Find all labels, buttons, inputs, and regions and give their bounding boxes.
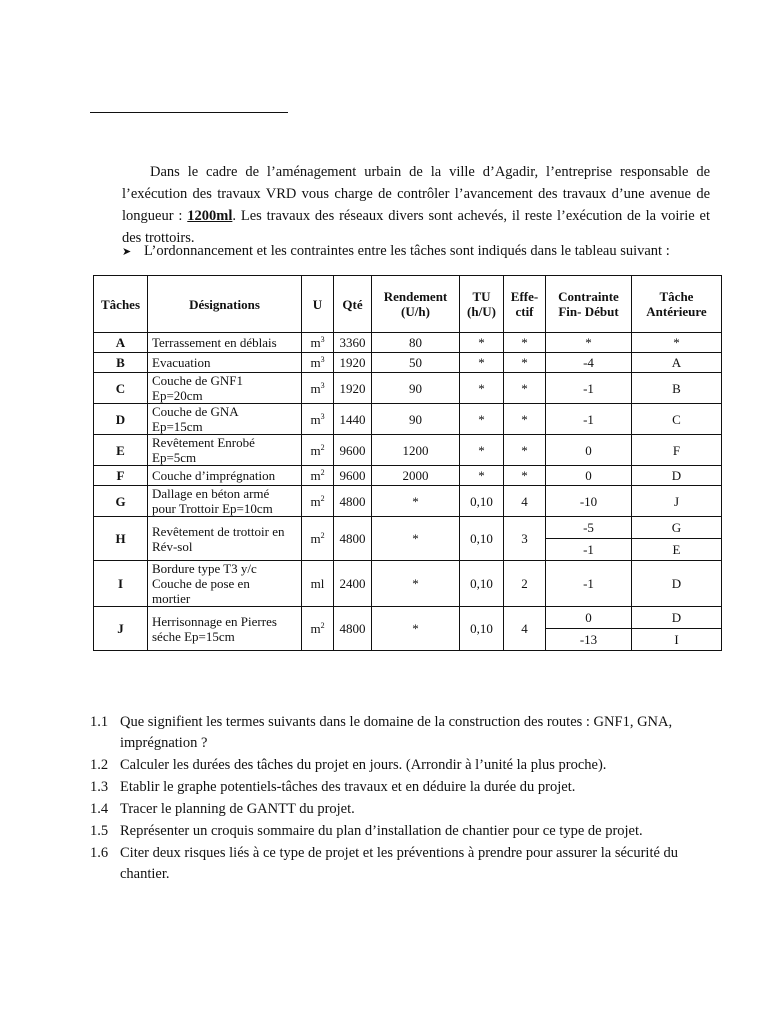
task-contrainte: -4 [546,353,632,373]
unit-base: m [310,531,321,546]
task-quantity: 9600 [334,466,372,486]
task-quantity: 4800 [334,486,372,517]
task-anterieure: D [632,561,722,607]
avenue-length: 1200ml [187,208,233,224]
task-code: A [94,333,148,353]
task-contrainte: -1 [546,561,632,607]
question-text: Tracer le planning de GANTT du projet. [120,801,355,817]
unit-base: m [310,493,321,509]
task-code: I [94,561,148,607]
unit-base: ml [310,576,325,591]
task-code: J [94,607,148,651]
task-anterieure: A [632,353,722,373]
unit-base: m [310,335,321,350]
header-designation: Désignations [148,276,302,333]
unit-exponent: 2 [320,468,325,477]
designation-line: Couche de pose en [152,576,250,591]
designation-line: Couche de GNA [152,404,239,419]
task-tu: 0,10 [460,486,504,517]
task-designation [148,561,302,607]
task-code: F [94,466,148,486]
task-rendement: * [372,561,460,607]
unit-exponent: 3 [320,355,325,364]
task-quantity: 1920 [334,353,372,373]
task-contrainte: -1 [546,373,632,404]
task-code: E [94,435,148,466]
designation-line: Ep=5cm [152,450,197,465]
task-code: H [94,517,148,561]
task-anterieure: G [632,517,722,539]
task-effectif: * [504,353,546,373]
unit-exponent: 2 [320,493,325,503]
header-effectif: Effe- ctif [504,276,546,333]
unit-base: m [310,621,321,636]
task-contrainte: * [546,333,632,353]
designation-line: Rév-sol [152,538,193,554]
task-designation [148,466,302,486]
table-row [94,466,722,486]
tasks-table [93,275,722,651]
task-contrainte: -1 [546,539,632,561]
question-number: 1.5 [90,823,109,839]
task-effectif: 4 [504,607,546,651]
task-tu: * [460,373,504,404]
task-unit [302,517,334,561]
tasks-table-body [94,333,722,651]
task-rendement: 90 [372,404,460,435]
table-row [94,435,722,466]
question-number: 1.3 [90,779,109,795]
header-unit: U [302,276,334,333]
task-contrainte: -1 [546,404,632,435]
designation-line: Couche d’imprégnation [152,468,276,483]
task-quantity: 4800 [334,607,372,651]
task-effectif: 3 [504,517,546,561]
intro-paragraph [122,161,710,249]
task-quantity: 3360 [334,333,372,353]
task-effectif: * [504,404,546,435]
question-number: 1.2 [90,757,109,773]
designation-line: Revêtement de trottoir en [152,523,285,539]
table-row [94,607,722,629]
task-effectif: * [504,373,546,404]
unit-base: m [310,411,321,427]
task-tu: * [460,333,504,353]
unit-exponent: 2 [320,442,325,452]
task-rendement: 80 [372,333,460,353]
task-tu: * [460,435,504,466]
intro-text-end: . Les travaux des réseaux divers sont achevés, il reste l’exécution de la voirie et des trottoirs. [122,208,710,246]
unit-base: m [310,355,321,370]
task-anterieure: I [632,629,722,651]
task-anterieure: D [632,466,722,486]
task-rendement: * [372,607,460,651]
table-header-row [94,276,722,333]
task-rendement: * [372,486,460,517]
task-designation [148,353,302,373]
table-row [94,373,722,404]
table-row [94,517,722,539]
task-designation [148,517,302,561]
designation-line: Couche de GNF1 [152,373,243,388]
task-quantity: 9600 [334,435,372,466]
table-row [94,561,722,607]
task-designation [148,607,302,651]
designation-line: séche Ep=15cm [152,628,235,644]
table-intro-line [122,243,670,260]
task-effectif: * [504,333,546,353]
task-effectif: 4 [504,486,546,517]
task-unit [302,607,334,651]
task-tu: * [460,404,504,435]
task-effectif: * [504,435,546,466]
task-anterieure: D [632,607,722,629]
designation-line: Ep=20cm [152,388,203,403]
question-text: Citer deux risques liés à ce type de projet et les préventions à prendre pour assurer la sécurité du chantier. [120,845,679,882]
designation-line: Bordure type T3 y/c [152,561,257,576]
task-unit [302,333,334,353]
unit-exponent: 3 [320,380,325,390]
question-number: 1.4 [90,801,109,817]
task-contrainte: 0 [546,466,632,486]
task-designation [148,373,302,404]
task-code: B [94,353,148,373]
designation-line: pour Trottoir Ep=10cm [152,501,273,516]
task-unit [302,373,334,404]
designation-line: Revêtement Enrobé [152,435,255,450]
task-contrainte: -13 [546,629,632,651]
task-code: D [94,404,148,435]
question-item [90,843,730,885]
header-tu: TU (h/U) [460,276,504,333]
header-rendement: Rendement (U/h) [372,276,460,333]
question-item [90,821,730,842]
table-row [94,353,722,373]
task-anterieure: * [632,333,722,353]
task-tu: 0,10 [460,607,504,651]
task-code: C [94,373,148,404]
task-anterieure: F [632,435,722,466]
unit-base: m [310,380,321,396]
designation-line: Ep=15cm [152,419,203,434]
question-number: 1.6 [90,845,109,861]
unit-base: m [310,468,321,483]
question-number: 1.1 [90,714,109,730]
designation-line: Herrisonnage en Pierres [152,613,277,629]
unit-exponent: 3 [320,411,325,421]
task-quantity: 4800 [334,517,372,561]
questions-list [90,712,730,886]
task-designation [148,333,302,353]
task-quantity: 2400 [334,561,372,607]
task-designation [148,435,302,466]
task-unit [302,353,334,373]
intro-text-start: Dans le cadre de l’aménagement urbain de la ville d’Agadir, l’entreprise responsable de l’exécution des travaux VRD vous charge de contrôler l’avancement des travaux d’une avenue de longueur : [122,164,710,224]
task-anterieure: J [632,486,722,517]
question-text: Que signifient les termes suivants dans le domaine de la construction des routes : GNF1, GNA, imprégnation ? [120,714,673,751]
task-anterieure: C [632,404,722,435]
designation-line: Evacuation [152,355,211,370]
task-effectif: * [504,466,546,486]
question-item [90,755,730,776]
task-tu: * [460,466,504,486]
unit-base: m [310,442,321,458]
top-rule [90,112,288,113]
task-tu: 0,10 [460,517,504,561]
header-qte: Qté [334,276,372,333]
table-row [94,486,722,517]
task-unit [302,466,334,486]
task-contrainte: -10 [546,486,632,517]
task-anterieure: B [632,373,722,404]
task-contrainte: -5 [546,517,632,539]
task-rendement: * [372,517,460,561]
task-rendement: 90 [372,373,460,404]
task-designation [148,486,302,517]
task-unit [302,435,334,466]
task-tu: 0,10 [460,561,504,607]
question-item [90,712,730,754]
unit-exponent: 3 [320,335,325,344]
task-rendement: 50 [372,353,460,373]
task-contrainte: 0 [546,435,632,466]
task-quantity: 1920 [334,373,372,404]
arrow-bullet-icon: ➤ [122,246,132,258]
task-rendement: 1200 [372,435,460,466]
table-row [94,404,722,435]
designation-line: Dallage en béton armé [152,486,270,501]
question-text: Etablir le graphe potentiels-tâches des travaux et en déduire la durée du projet. [120,779,576,795]
task-unit [302,561,334,607]
designation-line: mortier [152,591,191,606]
table-row [94,333,722,353]
header-anterieure: Tâche Antérieure [632,276,722,333]
task-unit [302,404,334,435]
task-quantity: 1440 [334,404,372,435]
table-intro-text: L’ordonnancement et les contraintes entre les tâches sont indiqués dans le tableau suivant : [144,243,670,259]
question-text: Calculer les durées des tâches du projet en jours. (Arrondir à l’unité la plus proche). [120,757,607,773]
task-effectif: 2 [504,561,546,607]
task-anterieure: E [632,539,722,561]
question-item [90,777,730,798]
task-unit [302,486,334,517]
header-contrainte: Contrainte Fin- Début [546,276,632,333]
task-tu: * [460,353,504,373]
task-designation [148,404,302,435]
header-tache: Tâches [94,276,148,333]
unit-exponent: 2 [320,531,325,540]
question-text: Représenter un croquis sommaire du plan d’installation de chantier pour ce type de projet. [120,823,643,839]
task-contrainte: 0 [546,607,632,629]
unit-exponent: 2 [320,621,325,630]
question-item [90,799,730,820]
task-code: G [94,486,148,517]
designation-line: Terrassement en déblais [152,335,277,350]
task-rendement: 2000 [372,466,460,486]
